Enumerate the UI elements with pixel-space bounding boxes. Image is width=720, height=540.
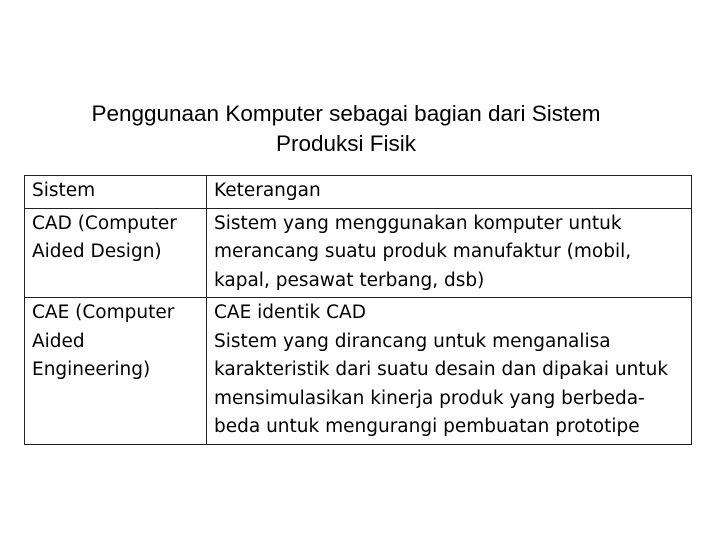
cell-text: Aided: [32, 330, 85, 352]
cell-text: Sistem yang menggunakan komputer untuk: [214, 212, 622, 234]
cell-text: Aided Design): [32, 241, 162, 262]
cell-text: Engineering): [32, 359, 151, 380]
header-sistem: Sistem: [25, 176, 207, 209]
cell-keterangan-cad: [207, 208, 692, 298]
cell-sistem-cae: [25, 298, 207, 445]
header-keterangan: Keterangan: [207, 176, 692, 209]
cell-text: mensimulasikan kinerja produk yang berbeda-: [214, 387, 645, 409]
cell-text: Sistem yang dirancang untuk menganalisa: [214, 330, 611, 352]
cell-text: karakteristik dari suatu desain dan dipakai untuk: [214, 359, 669, 380]
table-row-cae: [25, 298, 692, 445]
cell-text: CAD (Computer: [32, 212, 177, 234]
cell-text: merancang suatu produk manufaktur (mobil,: [214, 241, 632, 262]
slide-title-line-2: Produksi Fisik: [275, 131, 417, 157]
cell-text: kapal, pesawat terbang, dsb): [214, 269, 485, 291]
cell-text: CAE (Computer: [32, 302, 175, 323]
cell-keterangan-cae: [207, 298, 692, 445]
table-header-row: [25, 176, 692, 209]
cell-text: beda untuk mengurangi pembuatan prototipe: [214, 416, 640, 437]
cell-text: CAE identik CAD: [214, 302, 366, 323]
table-row-cad: [25, 208, 692, 298]
slide-title: [26, 99, 666, 159]
system-table: [24, 175, 692, 445]
slide-title-line-1: Penggunaan Komputer sebagai bagian dari Sistem: [91, 101, 601, 127]
cell-sistem-cad: [25, 208, 207, 298]
